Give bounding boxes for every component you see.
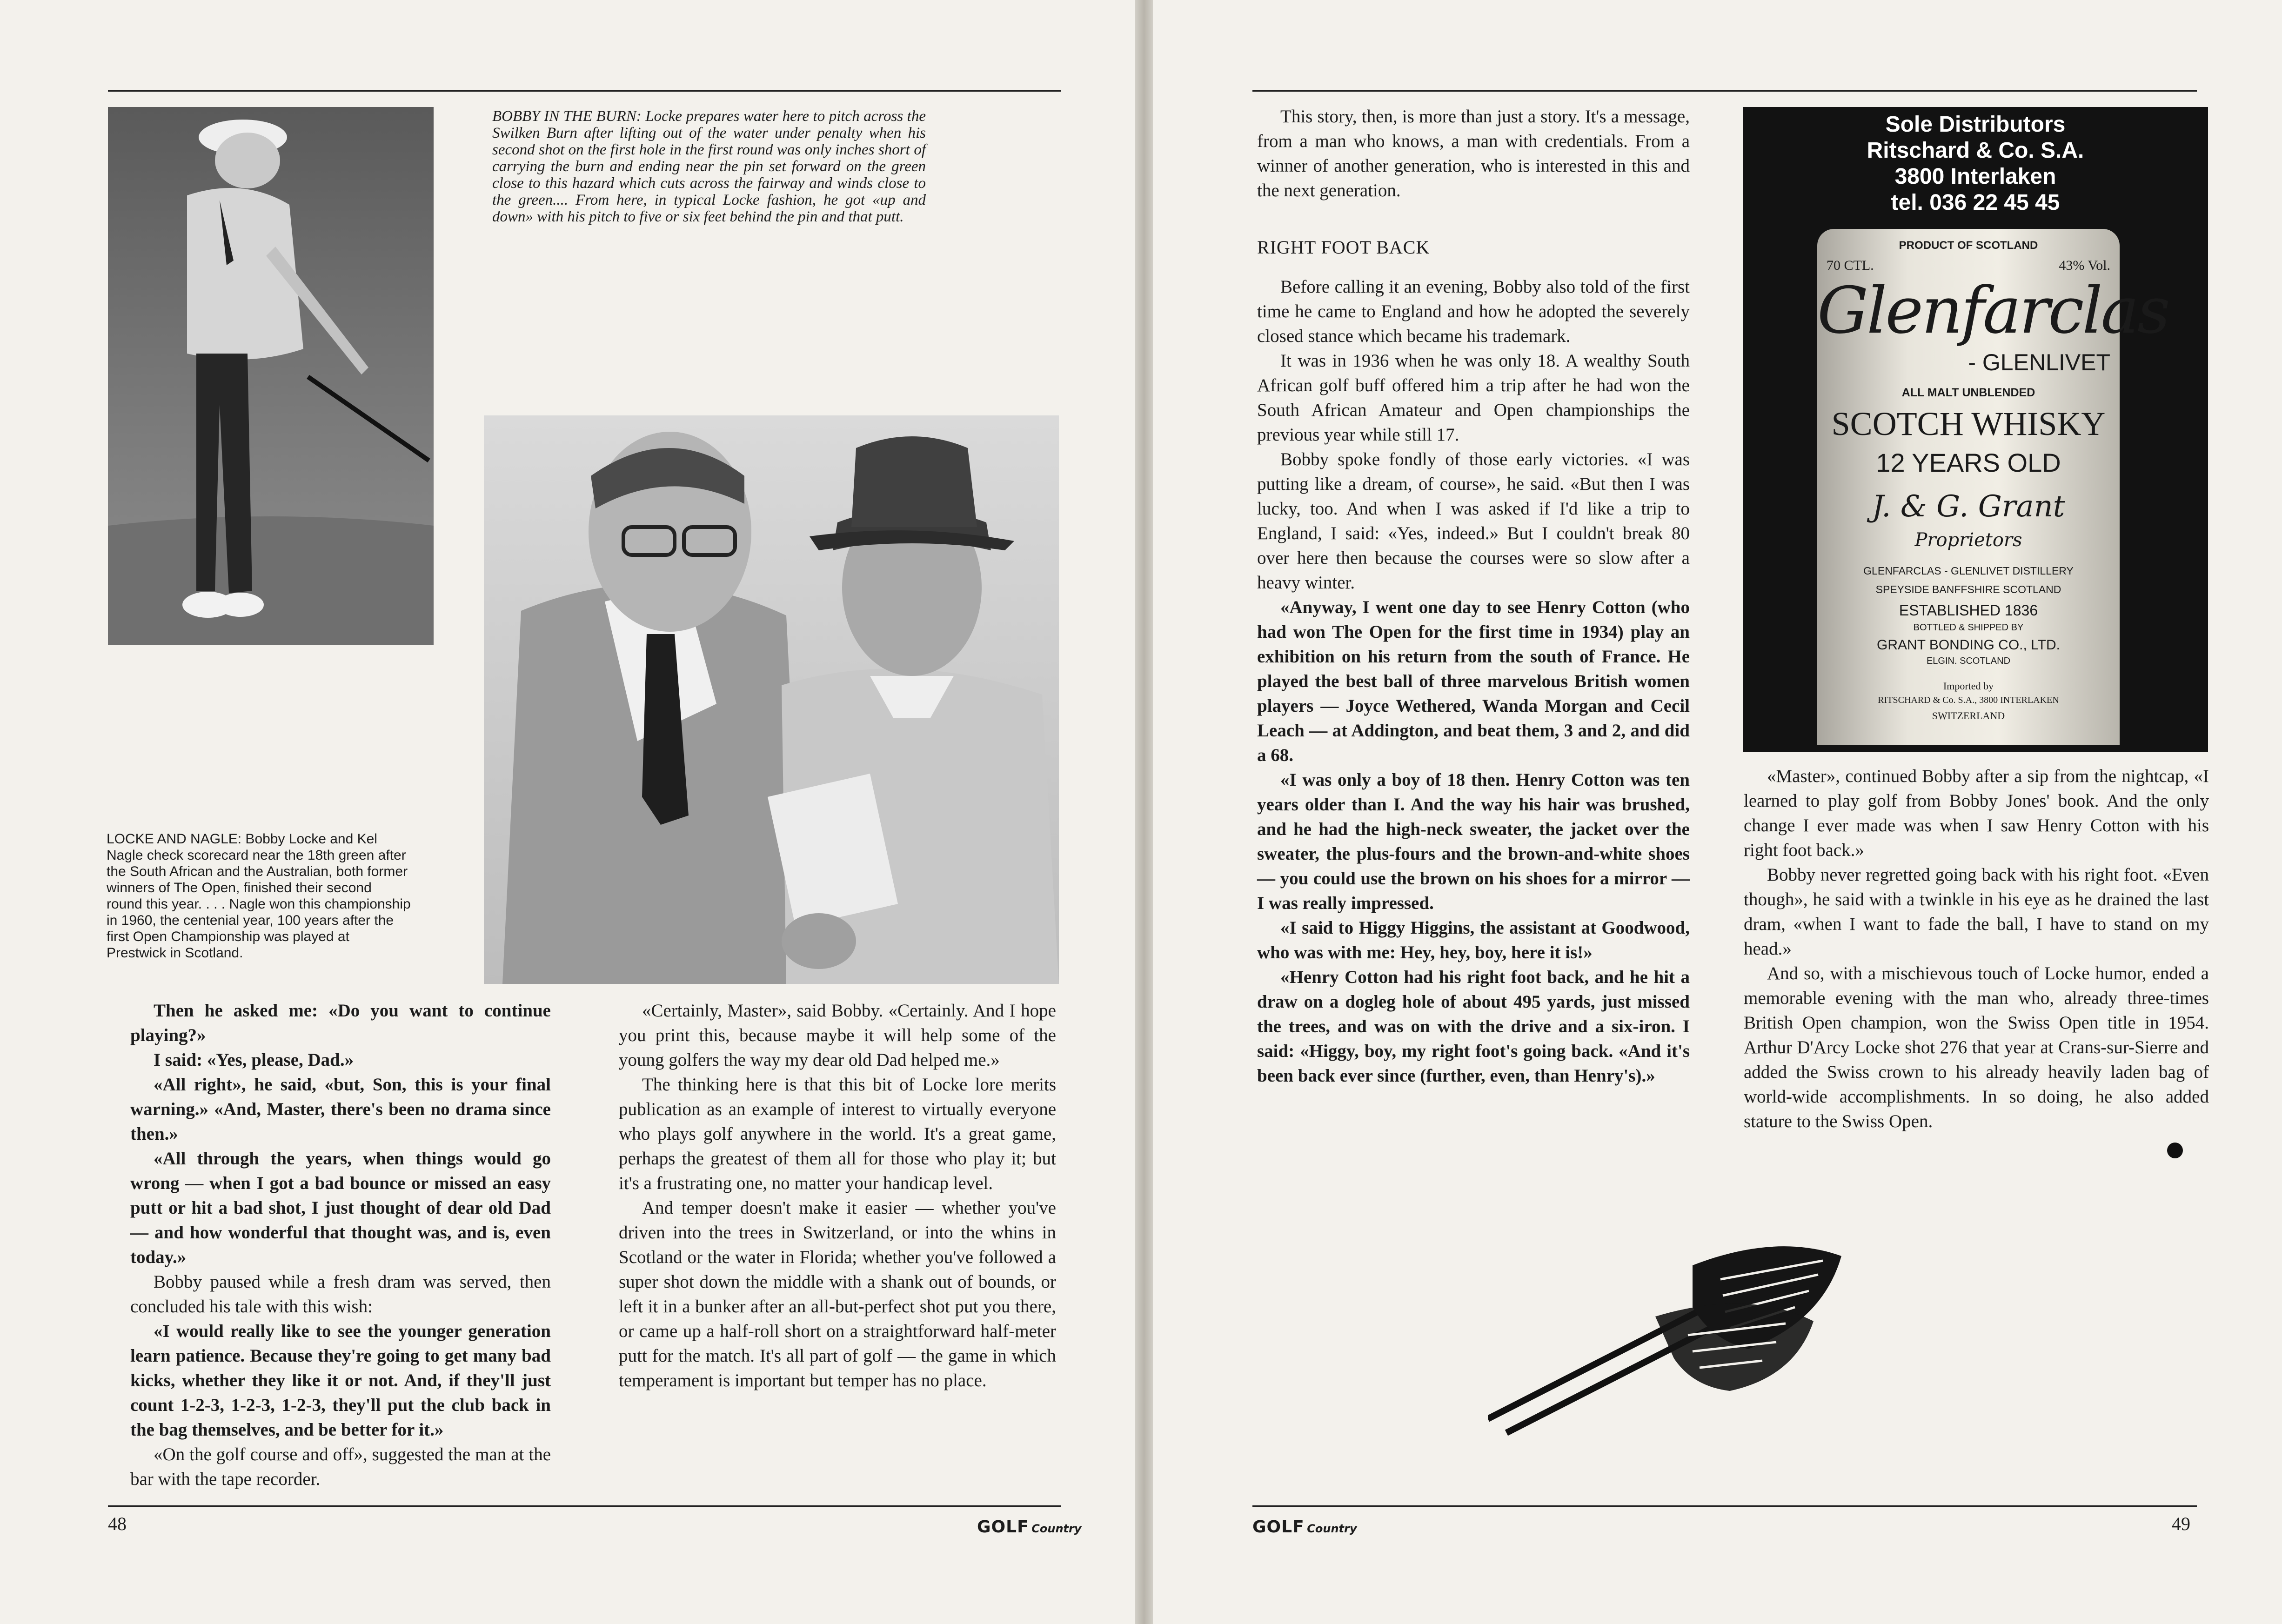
label-strength: 43% Vol. [2059,258,2110,273]
golf-iron-illustration [1488,1237,1944,1442]
article-column-1 [130,998,551,1491]
paragraph: Bobby paused while a fresh dram was served, then concluded his tale with this wish: [130,1272,551,1317]
bottom-rule [108,1505,1061,1507]
label-proprietors: Proprietors [1914,529,2022,551]
paragraph: «Certainly, Master», said Bobby. «Certainly. And I hope you print this, because maybe it will help some of the young golfers the way my dear old Dad helped me.» [619,1001,1056,1070]
label-bonding: GRANT BONDING CO., LTD. [1877,637,2060,653]
paragraph: «Henry Cotton had his right foot back, and he hit a draw on a dogleg hole of about 495 yards, just missed the trees, and was on with the drive and a six-iron. I said: «Higgy, boy, my right foot's going back. «And it's been back ever since (further, even, than Henry's).» [1257,967,1690,1086]
right-page [1153,0,2282,1624]
label-brand: Glenfarclas [1817,273,2168,348]
label-established: ESTABLISHED 1836 [1899,602,2038,619]
label-volume: 70 CTL. [1827,258,1874,273]
golf-country-logo [977,1517,1082,1537]
label-region: SPEYSIDE BANFFSHIRE SCOTLAND [1875,583,2061,595]
paragraph: «All through the years, when things would go wrong — when I got a bad bounce or missed an easy putt or hit a bad shot, I just thought of dear old Dad — and how wonderful that thought was, and is, even today.» [130,1149,551,1267]
page-gutter [1135,0,1153,1624]
glenfarclas-advertisement [1743,107,2208,752]
logo-golf: GOLF [1252,1517,1305,1537]
ad-distributor-line-1: Sole Distributors [1885,112,2066,137]
label-whisky: SCOTCH WHISKY [1831,405,2106,442]
label-maker: J. & G. Grant [1872,489,2065,524]
ad-distributor-line-4: tel. 036 22 45 45 [1891,190,2060,215]
logo-golf: GOLF [977,1517,1029,1537]
caption-locke-and-nagle: LOCKE AND NAGLE: Bobby Locke and Kel Nagle check scorecard near the 18th green after the South African and the Australian, both former winners of The Open, finished their second round this year. . . . Nagle won this championship in 1960, the centenial year, 100 years after the first Open Championship was played at Prestwick in Scotland. [107,831,411,961]
label-town: ELGIN. SCOTLAND [1926,656,2011,666]
golf-country-logo [1252,1517,1357,1537]
whisky-label [1817,229,2168,745]
paragraph: The thinking here is that this bit of Locke lore merits publication as an example of interest to virtually everyone who plays golf anywhere in the world. It's a great game, perhaps the greatest of them all for those who play it; but it's a frustrating one, no matter your handicap level. [619,1075,1056,1193]
paragraph: «Master», continued Bobby after a sip from the nightcap, «I learned to play golf from Bobby Jones' book. And the only change I ever made was when I saw Henry Cotton with his right foot back.» [1744,766,2209,860]
label-sub-brand: - GLENLIVET [1968,349,2110,375]
logo-country: Country [1031,1522,1082,1535]
label-country: SWITZERLAND [1932,710,2005,722]
logo-country: Country [1307,1522,1357,1535]
article-column-3 [1257,104,1690,203]
section-heading: RIGHT FOOT BACK [1257,237,1430,258]
paragraph: Then he asked me: «Do you want to continue playing?» [130,1001,551,1045]
label-malt: ALL MALT UNBLENDED [1901,386,2035,399]
paragraph: It was in 1936 when he was only 18. A wealthy South African golf buff offered him a trip after he had won the South African Amateur and Open championships the previous year while still 17. [1257,351,1690,445]
left-page [0,0,1135,1624]
label-imported: Imported by [1943,680,1994,692]
page-number: 48 [108,1513,127,1534]
photo-locke-and-nagle [484,415,1059,984]
article-column-4 [1744,764,2209,1134]
paragraph: And temper doesn't make it easier — whether you've driven into the trees in Switzerland, or into the whins in Scotland or the water in Florida; whether you've followed a super shot down the middle with a shank out of bounds, or left it in a bunker after an all-but-perfect shot put you there, or came up a half-roll short on a straightforward half-meter putt for the match. It's all part of golf — the game in which temperament is important but temper has no place. [619,1198,1056,1390]
paragraph: Bobby spoke fondly of those early victories. «I was putting like a dream, of course», he said. «But then I was lucky, too. And when I was asked if I'd like a trip to England, I said: «Yes, indeed.» But I couldn't break 80 over here then because the courses were so slow after a heavy winter. [1257,449,1690,593]
bottom-rule [1252,1505,2197,1507]
paragraph: Before calling it an evening, Bobby also told of the first time he came to England and how he adopted the severely closed stance which became his trademark. [1257,277,1690,346]
paragraph: «I said to Higgy Higgins, the assistant at Goodwood, who was with me: Hey, hey, boy, here it is!» [1257,918,1690,962]
end-of-article-bullet [2167,1143,2183,1158]
ad-distributor-line-2: Ritschard & Co. S.A. [1867,138,2084,163]
paragraph: «I was only a boy of 18 then. Henry Cotton was ten years older than I. And the way his hair was brushed, and he had the high-neck sweater, the jacket over the sweater, the plus-fours and the brown-and-white shoes — you could use the brown on his shoes for a mirror — I was really impressed. [1257,770,1690,913]
paragraph: And so, with a mischievous touch of Locke humor, ended a memorable evening with the man who, already three-times British Open champion, won the Swiss Open title in 1954. Arthur D'Arcy Locke shot 276 that year at Crans-sur-Sierre and added the Swiss crown to his already heavily laden bag of world-wide accomplishments. In so doing, he also added stature to the Swiss Open. [1744,963,2209,1131]
top-rule [1252,90,2197,92]
label-age: 12 YEARS OLD [1876,448,2061,477]
article-column-3-body [1257,274,1690,1088]
photo-locke-pitching [108,107,434,645]
paragraph: «On the golf course and off», suggested the man at the bar with the tape recorder. [130,1444,551,1489]
paragraph: I said: «Yes, please, Dad.» [154,1050,354,1070]
label-distillery: GLENFARCLAS - GLENLIVET DISTILLERY [1863,565,2074,577]
caption-bobby-in-the-burn: BOBBY IN THE BURN: Locke prepares water here to pitch across the Swilken Burn after lifting out of the water under penalty when his second shot on the first hole in the first round was only inches short of carrying the burn and ending near the pin set forward on the green close to this hazard which cuts across the fairway and winds close to the green.... From here, in typical Locke fashion, he got «up and down» with his pitch to five or six feet behind the pin and that putt. [492,108,926,225]
paragraph: «I would really like to see the younger generation learn patience. Because they're going to get many bad kicks, whether they like it or not. And, if they'll just count 1-2-3, 1-2-3, 1-2-3, they'll put the club back in the bag themselves, and be better for it.» [130,1321,551,1440]
ad-distributor-line-3: 3800 Interlaken [1894,164,2056,189]
label-product: PRODUCT OF SCOTLAND [1899,239,2038,252]
paragraph: «Anyway, I went one day to see Henry Cotton (who had won The Open for the first time in 1934) play an exhibition on his return from the south of France. He played the best ball of three marvelous British women players — Joyce Wethered, Wanda Morgan and Cecil Leach — at Addington, and beat them, 3 and 2, and did a 68. [1257,597,1690,765]
label-importer: RITSCHARD & Co. S.A., 3800 INTERLAKEN [1878,695,2059,705]
page-number: 49 [2172,1513,2190,1534]
top-rule [108,90,1061,92]
label-bottled: BOTTLED & SHIPPED BY [1913,622,2024,633]
article-column-2 [619,998,1056,1393]
column-3-intro [1257,104,1690,203]
paragraph: Bobby never regretted going back with his right foot. «Even though», he said with a twinkle in his eye as he drained the last dram, «when I want to fade the ball, I have to stand on my head.» [1744,865,2209,959]
paragraph: This story, then, is more than just a story. It's a message, from a man who knows, a man with credentials. From a winner of another generation, who is interested in this and the next generation. [1257,107,1690,200]
paragraph: «All right», he said, «but, Son, this is your final warning.» «And, Master, there's been no drama since then.» [130,1075,551,1144]
